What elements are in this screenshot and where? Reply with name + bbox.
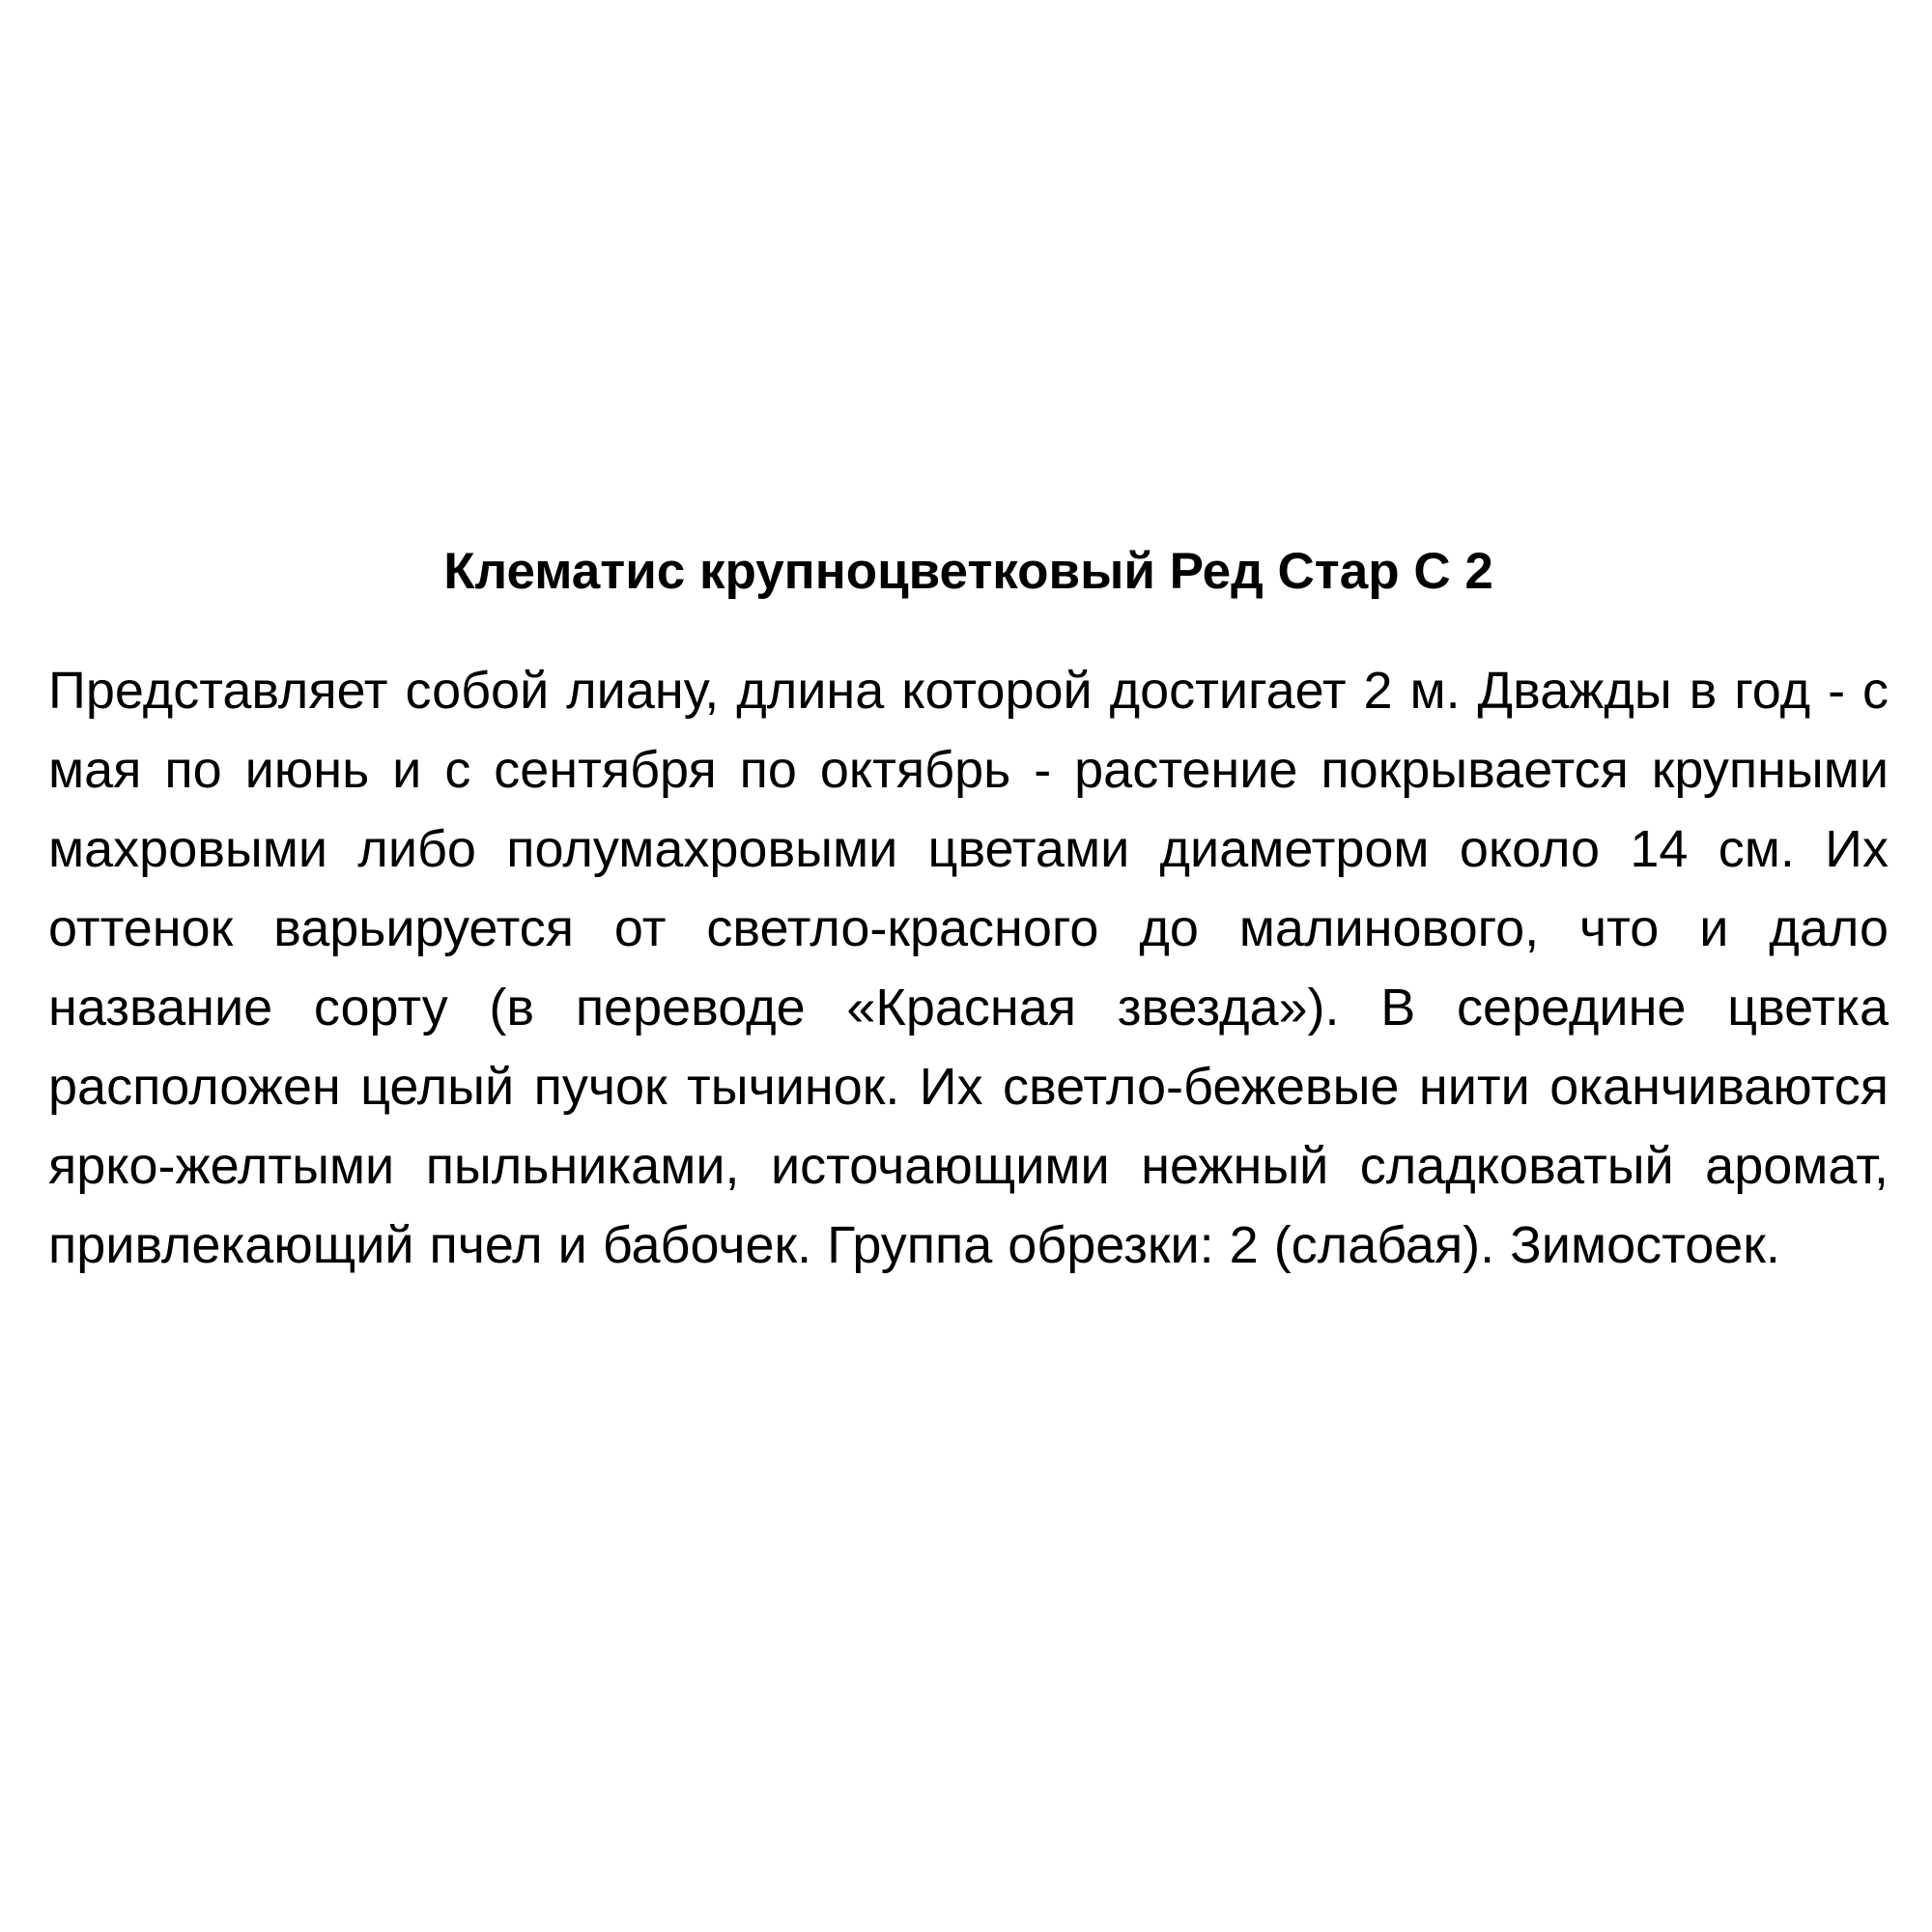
product-description-block [48,541,1889,1285]
product-description: Представляет собой лиану, длина которой достигает 2 м. Дважды в год - с мая по июнь и с сентября по октябрь - растение покрывается крупными махровыми либо полумахровыми цветами диаметром около 14 см. Их оттенок варьируется от светло-красного до малинового, что и дало название сорту (в переводе «Красная звезда»). В середине цветка расположен целый пучок тычинок. Их светло-бежевые нити оканчиваются ярко-желтыми пыльниками, источающими нежный сладковатый аромат, привлекающий пчел и бабочек. Группа обрезки: 2 (слабая). Зимостоек. [48,661,1889,1274]
product-title: Клематис крупноцветковый Ред Стар С 2 [443,543,1493,600]
